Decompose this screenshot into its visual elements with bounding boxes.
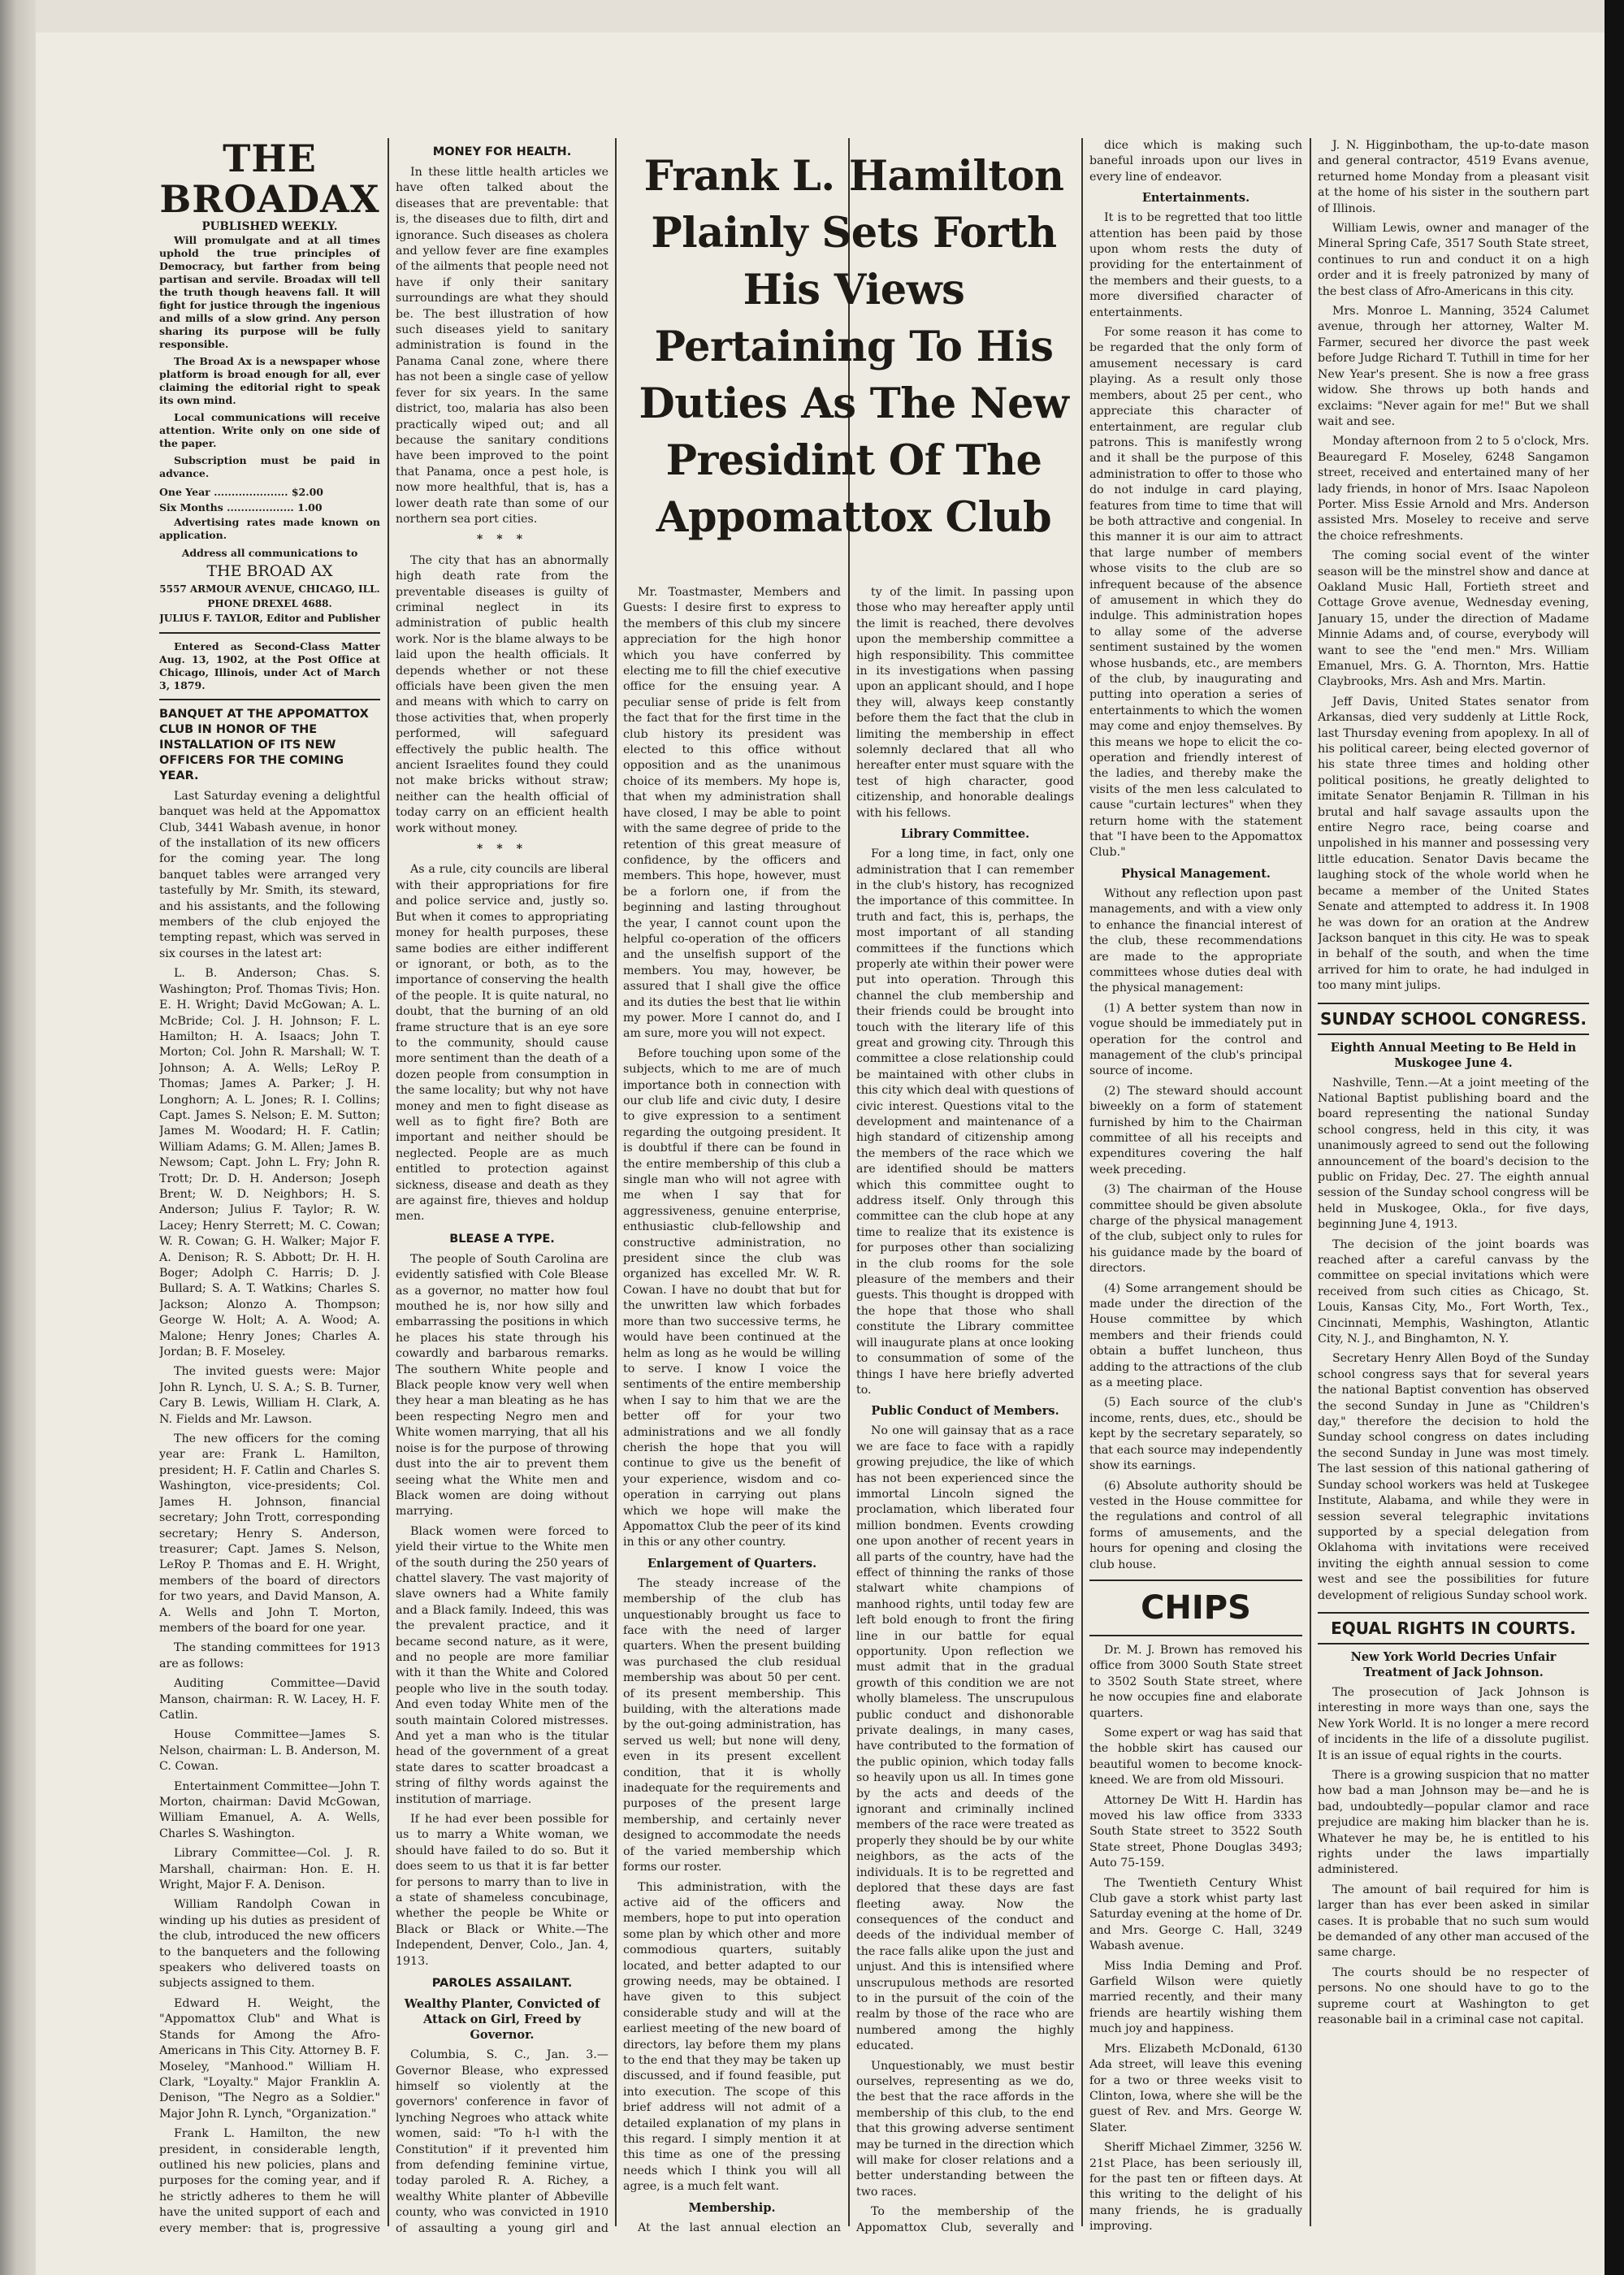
- article-paragraph: The people of South Carolina are evidently satisfied with Cole Blease as a governor, no matter how foul mouthed he is, nor how silly and embarrassing the positions in which he places his state through his cowardly and barbarous remarks. The southern White people and Black people know very well when they hear a man bleating as he has been respecting Negro men and White women marrying, that all his noise is for the purpose of throwing dust into the air to prevent them seeing what the White men and Black women are doing without marrying.: [396, 1252, 608, 1519]
- article-paragraph: dice which is making such baneful inroads upon our lives in every line of endeavor.: [1089, 139, 1302, 184]
- masthead-local: Local communications will receive attention. Write only on one side of the paper.: [159, 411, 380, 449]
- column-1: [159, 138, 380, 2234]
- chips-item: Miss India Deming and Prof. Garfield Wilson were quietly married recently, and their many friends are heartily wishing them much joy and happiness.: [1089, 1959, 1302, 2036]
- article-paragraph: Mr. Toastmaster, Members and Guests: I desire first to express to the members of this club my sincere appreciation for the high honor which you have conferred by electing me to fill the chief executive office for the ensuing year. A peculiar sense of pride is felt from the fact that for the first time in the club history its president was elected to this office without opposition and as the unanimous choice of its members. My hope is, that when my administration shall have closed, I may be able to point with the same degree of pride to the retention of this great measure of confidence, by the officers and members. This hope, however, must be a forlorn one, if from the beginning and lasting throughout the year, I cannot count upon the helpful co-operation of the officers and the unselfish support of the members. You may, however, be assured that I shall give the office and its duties the best that lie within my power. More I cannot do, and I am sure, more you will not expect.: [623, 586, 841, 1041]
- article-paragraph: Secretary Henry Allen Boyd of the Sunday school congress says that for several years the national Baptist convention has observed the second Sunday in June as "Children's day," therefore the decision to hold the Sunday school congress on dates including the second Sunday in June was most timely. The last session of this national gathering of Sunday school workers was held at Tuskegee Institute, Alabama, and while they were in session several telegraphic invitations supported by a special delegation from Oklahoma with invitations were received inviting the eighth annual session to come west and see the possibilities for future development of religious Sunday school work.: [1318, 1352, 1589, 1602]
- article-paragraph: This administration, with the active aid of the officers and members, hope to put into operation some plan by which other and more commodious quarters, suitably located, and better adapted to our growing needs, may be obtained. I have given to this subject considerable study and will at the earliest meeting of the new board of directors, lay before them my plans to the end that they may be taken up discussed, and if found feasible, put into execution. The scope of this brief address will not admit of a detailed explanation of my plans in this regard. I simply mention it at this time as one of the pressing needs which I think you will all agree, is a much felt want.: [623, 1880, 841, 2194]
- paroles-subheadline: Wealthy Planter, Convicted of Attack on Girl, Freed by Governor.: [404, 1997, 600, 2043]
- chips-item: The Twentieth Century Whist Club gave a stork whist party last Saturday evening at the home of Dr. and Mrs. George C. Hall, 3249 Wabash avenue.: [1089, 1876, 1302, 1953]
- article-paragraph: The prosecution of Jack Johnson is interesting in more ways than one, says the New York World. It is no longer a mere record of incidents in the life of a dissolute pugilist. It is an issue of equal rights in the courts.: [1318, 1685, 1589, 1762]
- column-5: [1089, 138, 1302, 2234]
- masthead-phone: PHONE DREXEL 4688.: [207, 597, 332, 609]
- article-paragraph: L. B. Anderson; Chas. S. Washington; Prof. Thomas Tivis; Hon. E. H. Wright; David McGowan; A. L. McBride; Col. J. H. Johnson; F. L. Hamilton; H. A. Isaacs; John T. Morton; Col. John R. Marshall; W. T. Johnson; A. A. Wells; LeRoy P. Thomas; James A. Parker; J. H. Longhorn; A. L. Jones; R. I. Collins; Capt. James S. Nelson; E. M. Sutton; James M. Woodard; H. F. Catlin; William Adams; G. M. Allen; James B. Newsom; Capt. John L. Fry; John R. Trott; Dr. D. H. Anderson; Joseph Brent; W. D. Neighbors; H. S. Anderson; Julius F. Taylor; R. W. Lacey; Henry Sterrett; M. C. Cowan; W. R. Cowan; G. H. Walker; Major F. A. Denison; R. S. Abbott; Dr. H. H. Boger; Adolph C. Harris; D. J. Bullard; S. A. T. Watkins; Charles S. Jackson; Alonzo A. Thompson; George W. Holt; A. A. Wood; A. Malone; Henry Jones; Charles A. Jordan; B. F. Moseley.: [159, 967, 380, 1359]
- article-paragraph: The steady increase of the membership of the club has unquestionably brought us face to face with the need of larger quarters. When the present building was purchased the club residual membership was about 50 per cent. of its present membership. This building, with the alterations made by the out-going administration, has served us well; but none will deny, even in its present excellent condition, that it is wholly inadequate for the requirements and purposes of the present large membership, and certainly never designed to accommodate the needs of the varied membership which forms our roster.: [623, 1576, 841, 1874]
- article-paragraph: To the membership of the Appomattox Club, severally and: [856, 2205, 1074, 2234]
- divider: [159, 632, 380, 634]
- masthead-mission: Will promulgate and at all times uphold the true principles of Democracy, but farther from being partisan and servile. Broadax will tell the truth though heavens fall. It will fight for justice through the ingenious and mills of a slow grind. Any person sharing its purpose will be fully responsible.: [159, 234, 380, 350]
- social-item: J. N. Higginbotham, the up-to-date mason and general contractor, 4519 Evans avenue, returned home Monday from a pleasant visit at the home of his sister in the southern part of Illinois.: [1318, 139, 1589, 215]
- rate-six-months: Six Months ................... 1.00: [159, 501, 323, 514]
- sunday-school-subheadline: Eighth Annual Meeting to Be Held in Muskogee June 4.: [1330, 1040, 1577, 1070]
- article-paragraph: ty of the limit. In passing upon those who may hereafter apply until the limit is reached, there devolves upon the membership committee a high responsibility. This committee in its investigations when passing upon an applicant should, and I hope they will, always keep constantly before them the fact that the club in limiting the membership in effect solemnly declared that all who hereafter enter must square with the test of high character, good citizenship, and honorable dealings with his fellows.: [856, 586, 1074, 820]
- social-item: Monday afternoon from 2 to 5 o'clock, Mrs. Beauregard F. Moseley, 6248 Sangamon street, received and entertained many of her lady friends, in honor of Mrs. Isaac Napoleon Porter. Miss Essie Arnold and Mrs. Anderson assisted Mrs. Moseley to receive and serve the choice refreshments.: [1318, 435, 1589, 543]
- article-paragraph: The amount of bail required for him is larger than has ever been asked in similar cases. It is probable that no such sum would be demanded of any other man accused of the same charge.: [1318, 1883, 1589, 1960]
- column-3: [623, 585, 841, 2234]
- masthead-notice: The Broad Ax is a newspaper whose platform is broad enough for all, ever claiming the editorial right to speak its own mind.: [159, 355, 380, 406]
- article-paragraph: (1) A better system than now in vogue should be immediately put in operation for the control and management of the club's principal source of income.: [1089, 1001, 1302, 1078]
- health-headline: MONEY FOR HEALTH.: [432, 145, 572, 158]
- banquet-headline: BANQUET AT THE APPOMATTOX CLUB IN HONOR OF THE INSTALLATION OF ITS NEW OFFICERS FOR THE COMING YEAR.: [159, 707, 369, 782]
- masthead-advertising: Advertising rates made known on application.: [159, 515, 380, 541]
- masthead-subscription-note: Subscription must be paid in advance.: [159, 454, 380, 479]
- paroles-headline: PAROLES ASSAILANT.: [431, 1977, 573, 1991]
- article-paragraph: Unquestionably, we must bestir ourselves, representing as we do, the best that the race affords in the membership of this club, to the end that this growing adverse sentiment may be turned in the direction which will make for closer relations and a better understanding between the two races.: [856, 2059, 1074, 2199]
- column-2: [396, 138, 608, 2234]
- article-paragraph: As a rule, city councils are liberal with their appropriations for fire and police service and, justly so. But when it comes to appropriating money for health purposes, these same bodies are either indifferent or ignorant, or both, as to the importance of conserving the health of the people. It is quite natural, no doubt, that the burning of an old frame structure that is an eye sore to the community, should cause more sentiment than the death of a dozen people from consumption in the same locality; but why not have money and men to fight disease as well as to fight fire? Both are important and neither should be neglected. People are as much entitled to protection against sickness, disease and death as they are against fire, thieves and holdup men.: [396, 863, 608, 1224]
- article-paragraph: There is a growing suspicion that no matter how bad a man Johnson may be—and he is bad, undoubtedly—popular clamor and race prejudice are making him blacker than he is. Whatever he may be, he is entitled to his rights under the laws impartially administered.: [1318, 1768, 1589, 1877]
- entertainment-subhead: Entertainments.: [1141, 191, 1250, 206]
- section-separator: * * *: [476, 533, 528, 547]
- article-paragraph: No one will gainsay that as a race we are face to face with a rapidly growing prejudice, the like of which has not been experienced since the immortal Lincoln signed the proclamation, which liberated four million bondmen. Events crowding one upon another of recent years in all parts of the country, have had the effect of thinning the ranks of those stalwart white champions of manhood rights, until today few are left bold enough to front the firing line in our battle for equal opportunity. Upon reflection we must admit that in the gradual growth of this condition we are not wholly blameless. The unscrupulous public conduct and dishonorable private dealings, in many cases, have contributed to the formation of the public opinion, which today falls so heavily upon us all. In times gone by the acts and deeds of the ignorant and criminally inclined members of the race were treated as properly they should be by our white neighbors, as the acts of the individuals. It is to be regretted and deplored that these days are fast fleeting away. Now the consequences of the conduct and deeds of the individual member of the race falls alike upon the just and unjust. And this is intensified where unscrupulous methods are resorted to in the pursuit of the coin of the realm by those of the race who are numbered among the highly educated.: [856, 1424, 1074, 2053]
- article-paragraph: Nashville, Tenn.—At a joint meeting of the National Baptist publishing board and the board representing the national Sunday school congress, held in this city, it was unanimously agreed to send out the following announcement of the board's decision to the public on Friday, Dec. 27. The eighth annual session of the Sunday school congress will be held in Muskogee, Okla., for five days, beginning June 4, 1913.: [1318, 1076, 1589, 1232]
- chips-item: Mrs. Elizabeth McDonald, 6130 Ada street, will leave this evening for a two or three weeks visit to Clinton, Iowa, where she will be the guest of Rev. and Mrs. George W. Slater.: [1089, 2042, 1302, 2134]
- masthead-address-label: Address all communications to: [181, 546, 358, 559]
- social-item: William Lewis, owner and manager of the Mineral Spring Cafe, 3517 South State street, continues to run and conduct it on a high order and it is freely patronized by many of the best class of Afro-Americans in this city.: [1318, 222, 1589, 298]
- article-paragraph: (2) The steward should account biweekly on a form of statement furnished by him to the Chairman committee of all his receipts and expenditures covering the half week preceding.: [1089, 1084, 1302, 1176]
- column-rule: [388, 138, 389, 2226]
- feature-headline: Frank L. Hamilton Plainly Sets Forth His Views Pertaining To His Duties As The New Presidint Of The Appomattox Club: [639, 152, 1069, 542]
- article-paragraph: Black women were forced to yield their virtue to the White men of the south during the 250 years of chattel slavery. The vast majority of slave owners had a White family and a Black family. Indeed, this was the prevalent practice, and it became second nature, as it were, and no people are more familiar with it than the White and Colored people who live in the south today. And even today White men of the south maintain Colored mistresses. And yet a man who is the titular head of the government of a great state dares to scatter broadcast a string of filthy words against the institution of marriage.: [396, 1524, 608, 1806]
- article-paragraph: (4) Some arrangement should be made under the direction of the House committee by which members and their friends could obtain a buffet luncheon, thus adding to the attractions of the club as a meeting place.: [1089, 1281, 1302, 1390]
- article-paragraph: Edward H. Weight, the "Appomattox Club" and What is Stands for Among the Afro-Americans in This City. Attorney B. F. Moseley, "Manhood." William H. Clark, "Loyalty." Major Franklin A. Denison, "The Negro as a Soldier." Major John R. Lynch, "Organization.": [159, 1996, 380, 2121]
- divider: [1089, 1580, 1302, 1581]
- chips-item: Dr. M. J. Brown has removed his office from 3000 South State street to 3502 South State street, where he now occupies fine and elaborate quarters.: [1089, 1643, 1302, 1720]
- social-item: The coming social event of the winter season will be the minstrel show and dance at Oakland Music Hall, Fortieth street and Cottage Grove avenue, Wednesday evening, January 15, under the direction of Madame Minnie Adams and, of course, everybody will want to see the "end men." Mrs. William Emanuel, Mrs. G. A. Thornton, Mrs. Hattie Claybrooks, Mrs. Ash and Mrs. Martin.: [1318, 549, 1589, 689]
- masthead-street: 5557 ARMOUR AVENUE, CHICAGO, ILL.: [159, 583, 380, 595]
- masthead-frequency: PUBLISHED WEEKLY.: [201, 220, 338, 233]
- article-paragraph: Auditing Committee—David Manson, chairman: R. W. Lacey, H. F. Catlin.: [159, 1677, 380, 1722]
- sunday-school-headline: SUNDAY SCHOOL CONGRESS.: [1318, 1003, 1589, 1035]
- article-paragraph: Entertainment Committee—John T. Morton, chairman: David McGowan, William Emanuel, A. A. Wells, Charles S. Washington.: [159, 1779, 380, 1840]
- article-paragraph: William Randolph Cowan in winding up his duties as president of the club, introduced the new officers to the banqueters and the following speakers who delivered toasts on subjects assigned to them.: [159, 1898, 380, 1991]
- article-paragraph: For some reason it has come to be regarded that the only form of amusement necessary is card playing. As a result only those members, about 25 per cent., who appreciate this character of entertainment, are regular club patrons. This is manifestly wrong and it shall be the purpose of this administration to offer to those who do not indulge in card playing, features from time to time that will be both attractive and congenial. In this manner it is our aim to attract that large number of members whose visits to the club are so infrequent because of the absence of amusement in which they do indulge. This administration hopes to allay some of the adverse sentiment sustained by the women whose husbands, etc., are members of the club, by inaugurating and putting into operation a series of entertainments to which the women may come and enjoy themselves. By this means we hope to elicit the co-operation and friendly interest of the ladies, and thereby make the visits of the men less calculated to cause "curtain lectures" when they return home with the statement that "I have been to the Appomattox Club.": [1089, 326, 1302, 860]
- masthead-title: THE BROADAX: [159, 138, 380, 221]
- divider: [1089, 1635, 1302, 1636]
- equal-rights-headline: EQUAL RIGHTS IN COURTS.: [1318, 1612, 1589, 1644]
- physical-subhead: Physical Management.: [1121, 866, 1271, 881]
- page-top-margin: [36, 0, 1605, 32]
- article-paragraph: For a long time, in fact, only one administration that I can remember in the club's history, has recognized the importance of this committee. In truth and fact, this is, perhaps, the most important of all standing committees if the functions which properly ate within their power were put into operation. Through this channel the club membership and their friends could be brought into touch with the literary life of this great and growing city. Through this committee a close relationship could be maintained with other clubs in this city which deal with questions of civic interest. Questions vital to the development and maintenance of a high standard of citizenship among the members of the race which we are identified should be matters which this committee ought to address itself. Only through this committee can the club hope at any time to realize that its existence is for purposes other than socializing in the club rooms for the sole pleasure of the members and their guests. This thought is dropped with the hope that those who shall constitute the Library committee will inaugurate plans at once looking to consummation of some of the things I have here briefly adverted to.: [856, 847, 1074, 1397]
- social-item: Mrs. Monroe L. Manning, 3524 Calumet avenue, through her attorney, Walter M. Farmer, secured her divorce the past week before Judge Richard T. Tuthill in time for her New Year's present. She is now a free grass widow. She throws up both hands and exclaims: "Never again for me!" But we shall wait and see.: [1318, 305, 1589, 428]
- feature-header: [623, 138, 1085, 561]
- article-paragraph: Before touching upon some of the subjects, which to me are of much importance both in connection with our club life and civic duty, I desire to give expression to a sentiment regarding the outgoing president. It is doubtful if there can be found in the entire membership of this club a single man who will not agree with me when I say that for aggressiveness, genuine enterprise, enthusiastic club-fellowship and constructive administration, no president since the club was organized has excelled Mr. W. R. Cowan. I have no doubt that but for the unwritten law which forbades more than two successive terms, he would have been continued at the helm as long as he would be willing to serve. I know I voice the sentiments of the entire membership when I say to him that we are the better off for your two administrations and we all fondly cherish the hope that you will continue to give us the benefit of your experience, wisdom and co-operation in carrying out plans which we hope will make the Appomattox Club the peer of its kind in this or any other country.: [623, 1046, 841, 1549]
- article-paragraph: Without any reflection upon past managements, and with a view only to enhance the financial interest of the club, these recommendations are made to the appropriate committees whose duties deal with the physical management:: [1089, 886, 1302, 995]
- article-paragraph: The standing committees for 1913 are as follows:: [159, 1641, 380, 1670]
- chips-item: Sheriff Michael Zimmer, 3256 W. 21st Place, has been seriously ill, for the past ten or fifteen days. At this writing to the delight of his many friends, he is gradually improving.: [1089, 2141, 1302, 2234]
- article-paragraph: It is to be regretted that too little attention has been paid by those upon whom rests the duty of providing for the entertainment of the members and their guests, to a more diversified character of entertainments.: [1089, 211, 1302, 319]
- column-rule: [615, 138, 617, 2226]
- article-paragraph: In these little health articles we have often talked about the diseases that are preventable: that is, the diseases due to filth, dirt and ignorance. Such diseases as cholera and yellow fever are fine examples of the ailments that people need not have if only their sanitary surroundings are what they should be. The best illustration of how such diseases yield to sanitary administration is found in the Panama Canal zone, where there has not been a single case of yellow fever for six years. In the same district, too, malaria has also been practically wiped out; and all because the sanitary conditions have been improved to the point that Panama, once a pest hole, is now more healthful, that is, has a lower death rate than some of our northern sea port cities.: [396, 166, 608, 526]
- article-paragraph: At the last annual election an: [638, 2221, 841, 2234]
- membership-subhead: Membership.: [688, 2200, 776, 2215]
- article-paragraph: The new officers for the coming year are: Frank L. Hamilton, president; H. F. Catlin and Charles S. Washington, vice-presidents; Col. James H. Johnson, financial secretary; John Trott, corresponding secretary; Henry S. Anderson, treasurer; Capt. James S. Nelson, LeRoy P. Thomas and E. H. Wright, members of the board of directors for two years, and David Manson, A. A. Wells and John T. Morton, members of the board for one year.: [159, 1432, 380, 1635]
- article-paragraph: House Committee—James S. Nelson, chairman: L. B. Anderson, M. C. Cowan.: [159, 1728, 380, 1774]
- page-edge: [1605, 0, 1624, 2275]
- column-6: [1318, 138, 1589, 2234]
- article-paragraph: The invited guests were: Major John R. Lynch, U. S. A.; S. B. Turner, Cary B. Lewis, William H. Clark, A. N. Fields and Mr. Lawson.: [159, 1365, 380, 1426]
- masthead-paper-name: THE BROAD AX: [206, 561, 333, 580]
- article-paragraph: Columbia, S. C., Jan. 3.—Governor Blease, who expressed himself so violently at the governors' conference in favor of lynching Negroes who attack white women, said: "To h-l with the Constitution" if it prevented him from defending feminine virtue, today paroled R. A. Richey, a wealthy White planter of Abbeville county, who was convicted in 1910 of assaulting a young girl and: [396, 2048, 608, 2234]
- article-paragraph: (6) Absolute authority should be vested in the House committee for the regulations and control of all forms of amusements, and the hours for opening and closing the club house.: [1089, 1479, 1302, 1571]
- article-paragraph: If he had ever been possible for us to marry a White woman, we should have failed to do so. But it does seem to us that it is far better for persons to marry than to live in a state of shameless concubinage, whether the people be White or Black or Black or White.—The Independent, Denver, Colo., Jan. 4, 1913.: [396, 1813, 608, 1968]
- article-paragraph: Library Committee—Col. J. R. Marshall, chairman: Hon. E. H. Wright, Major F. A. Denison.: [159, 1847, 380, 1892]
- equal-rights-subheadline: New York World Decries Unfair Treatment of Jack Johnson.: [1350, 1649, 1557, 1679]
- article-paragraph: Frank L. Hamilton, the new president, in considerable length, outlined his new policies, plans and purposes for the coming year, and if he strictly adheres to them he will have the united support of each and every member: that is, progressive: [159, 2127, 380, 2234]
- social-item: Jeff Davis, United States senator from Arkansas, died very suddenly at Little Rock, last Thursday evening from apoplexy. In all of his political career, being elected governor of his state three times and holding other political positions, he greatly delighted to imitate Senator Benjamin R. Tillman in his brutal and half savage assaults upon the entire Negro race, being coarse and unpolished in his manner and possessing very little education. Senator Davis became the laughing stock of the whole world when he became a member of the United States Senate and attempted to address it. In 1908 he was down for an oration at the Andrew Jackson banquet in this city. He was to speak in behalf of the south, and when the time arrived for him to orate, he had indulged in too many mint julips.: [1318, 695, 1589, 993]
- blease-headline: BLEASE A TYPE.: [449, 1232, 555, 1246]
- chips-item: Attorney De Witt H. Hardin has moved his law office from 3333 South State street to 3522 South State street, Phone Douglas 3493; Auto 75-159.: [1089, 1793, 1302, 1870]
- article-paragraph: Last Saturday evening a delightful banquet was held at the Appomattox Club, 3441 Wabash avenue, in honor of the installation of its new officers for the coming year. The long banquet tables were arranged very tastefully by Mr. Smith, its steward, and his assistants, and the following members of the club enjoyed the tempting repast, which was served in six courses in the latest art:: [159, 789, 380, 960]
- page-binding: [0, 0, 36, 2275]
- masthead-entered: Entered as Second-Class Matter Aug. 13, 1902, at the Post Office at Chicago, Illinois, under Act of March 3, 1879.: [159, 639, 380, 691]
- article-paragraph: The courts should be no respecter of persons. No one should have to go to the supreme court at Washington to get reasonable bail in a criminal case not capital.: [1318, 1965, 1589, 2027]
- divider: [159, 699, 380, 700]
- article-paragraph: The decision of the joint boards was reached after a careful canvass by the committee on special invitations which were received from such cities as Chicago, St. Louis, Kansas City, Mo., Fort Worth, Tex., Cincinnati, Memphis, Washington, Atlantic City, N. J., and Binghamton, N. Y.: [1318, 1237, 1589, 1346]
- masthead-editor: JULIUS F. TAYLOR, Editor and Publisher: [159, 612, 380, 624]
- article-paragraph: (5) Each source of the club's income, rents, dues, etc., should be kept by the secretary separately, so that each source may independently show its earnings.: [1089, 1396, 1302, 1473]
- conduct-subhead: Public Conduct of Members.: [871, 1404, 1059, 1419]
- chips-headline: CHIPS: [1141, 1588, 1251, 1627]
- column-4: [856, 585, 1074, 2234]
- chips-item: Some expert or wag has said that the hobble skirt has caused our beautiful women to become knock-kneed. We are from old Missouri.: [1089, 1726, 1302, 1788]
- article-paragraph: The city that has an abnormally high death rate from the preventable diseases is guilty of criminal neglect in its administration of public health work. Nor is the blame always to be laid upon the health officials. It depends whether or not these officials have been given the men and means with which to carry on those activities that, when properly performed, will safeguard effectively the public health. The ancient Israelites found they could not make bricks without straw; neither can the health official of today carry on an efficient health work without money.: [396, 553, 608, 835]
- column-rule: [1310, 138, 1311, 2226]
- section-separator: * * *: [476, 843, 528, 856]
- enlargement-subhead: Enlargement of Quarters.: [647, 1556, 817, 1571]
- article-paragraph: (3) The chairman of the House committee should be given absolute charge of the physical management of the club, subject only to rules for his guidance made by the board of directors.: [1089, 1183, 1302, 1276]
- rate-one-year: One Year ..................... $2.00: [159, 486, 323, 498]
- library-subhead: Library Committee.: [900, 827, 1030, 842]
